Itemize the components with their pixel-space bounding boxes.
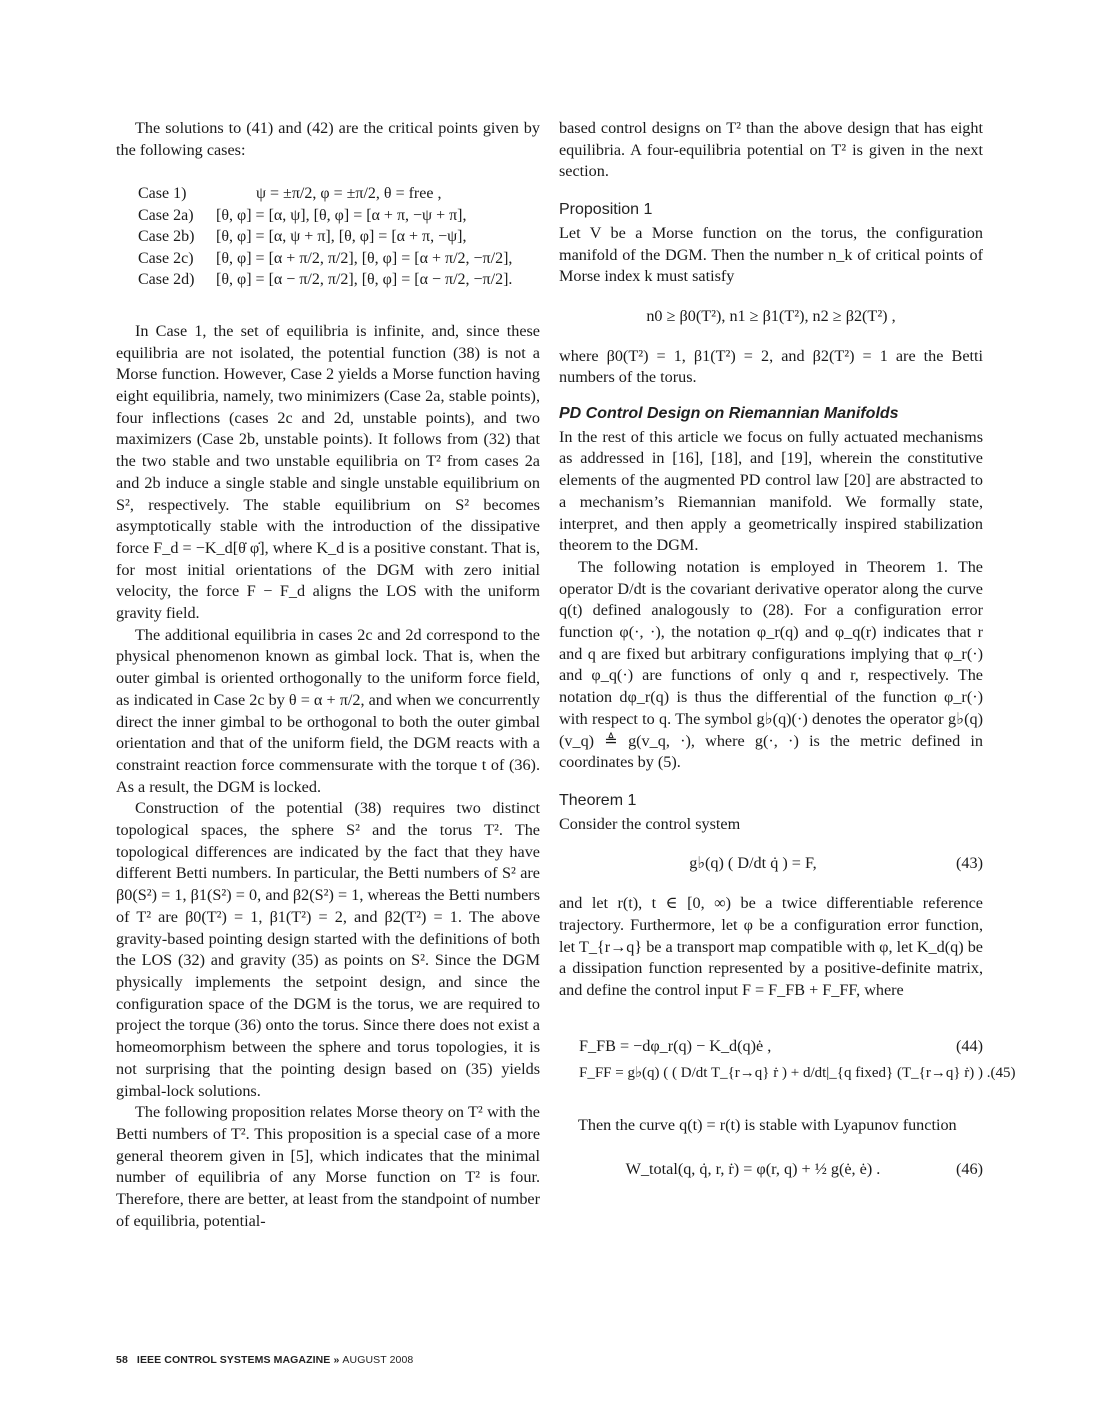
equation-46 — [559, 1159, 983, 1181]
case-row — [138, 269, 540, 291]
body-paragraph: The following notation is employed in Theorem 1. The operator D/dt is the covariant derivative operator along the curve q(t) defined analogously to (28). For a configuration error function φ(·, ·), the notation φ_r(q) and φ_q(r) indicates that r and q are fixed but arbitrary configurations implying that φ_r(·) and φ_q(·) are functions of only q and r, respectively. The notation dφ_r(q) is thus the differential of the function φ_r(·) with respect to q. The symbol g♭(q)(·) denotes the operator g♭(q)(v_q) ≜ g(v_q, ·), where g(·, ·) is the metric defined in coordinates by (5). — [559, 557, 983, 772]
section-heading: PD Control Design on Riemannian Manifolds — [559, 405, 899, 423]
equation-number: (44) — [956, 1036, 983, 1055]
equation-number: (46) — [956, 1159, 983, 1178]
right-column — [559, 118, 1016, 1202]
case-row — [138, 226, 540, 248]
equation-number: (45) — [990, 1065, 1016, 1082]
proposition-text: Let V be a Morse function on the torus, the configuration manifold of the DGM. Then the number n_k of critical points of Morse index k must satisfy — [559, 223, 983, 286]
case-row — [138, 183, 540, 205]
case-row — [138, 205, 540, 227]
equation-body: F_FF = g♭(q) ( ( D/dt T_{r→q} ṙ ) + d/dt|_{q fixed} (T_{r→q} ṙ) ) . — [579, 1065, 991, 1082]
body-paragraph: where β0(T²) = 1, β1(T²) = 2, and β2(T²) = 1 are the Betti numbers of the torus. — [559, 346, 983, 387]
case-row — [138, 248, 540, 270]
magazine-name: IEEE CONTROL SYSTEMS MAGAZINE — [136, 1354, 331, 1366]
theorem-text: Consider the control system — [559, 814, 741, 833]
left-column — [116, 118, 540, 1232]
theorem-heading: Theorem 1 — [559, 791, 637, 809]
equation-body: W_total(q, q̇, r, ṙ) = φ(r, q) + ½ g(ė, ė) . — [625, 1159, 881, 1178]
equation-45 — [559, 1063, 1016, 1085]
betti-inequality: n0 ≥ β0(T²), n1 ≥ β1(T²), n2 ≥ β2(T²) , — [646, 306, 896, 325]
equation-body: F_FB = −dφ_r(q) − K_d(q)ė , — [579, 1036, 772, 1055]
body-paragraph: In Case 1, the set of equilibria is infinite, and, since these equilibria are not isolated, the potential function (38) is not a Morse function. However, Case 2 yields a Morse function having eight equilibria, namely, two minimizers (Case 2a, stable points), four inflections (cases 2c and 2d, unstable points), and two maximizers (Case 2b, unstable points). It follows from (32) that the two stable and two unstable equilibria on T² from cases 2a and 2b induce a single stable and single unstable equilibrium on S², respectively. The stable equilibrium on S² becomes asymptotically stable with the introduction of the dissipative force F_d = −K_d[θ̇ φ̇], where K_d is a positive constant. That is, for most initial orientations of the DGM with zero initial velocity, the force F − F_d aligns the LOS with the uniform gravity field. — [116, 321, 540, 623]
equation-43 — [559, 853, 983, 875]
proposition-heading: Proposition 1 — [559, 201, 653, 219]
body-paragraph: In the rest of this article we focus on fully actuated mechanisms as addressed in [16], [18], and [19], wherein the constitutive elements of the augmented PD control law [20] are abstracted to a mechanism’s Riemannian manifold. We formally state, interpret, and then apply a geometrically inspired stabilization theorem to the DGM. — [559, 427, 983, 555]
page-number: 58 — [116, 1354, 128, 1366]
case-label: Case 2a) — [138, 206, 194, 224]
case-label: Case 1) — [138, 185, 187, 203]
equation-block — [559, 1036, 1016, 1085]
case-label: Case 2b) — [138, 228, 195, 246]
body-paragraph: Then the curve q(t) = r(t) is stable with Lyapunov function — [578, 1116, 957, 1135]
case-equation: [θ, φ] = [α + π/2, π/2], [θ, φ] = [α + π/2, −π/2], — [216, 249, 513, 267]
body-paragraph: The following proposition relates Morse theory on T² with the Betti numbers of T². This proposition is a special case of a more general theorem given in [5], which indicates that the minimal number of equilibria of any Morse function on T² is four. Therefore, there are better, at least from the standpoint of number of equilibria, potential- — [116, 1103, 540, 1230]
body-paragraph: Construction of the potential (38) requires two distinct topological spaces, the sphere S² and the torus T². The topological differences are indicated by the fact that they have different Betti numbers. In particular, the Betti numbers of S² are β0(S²) = 1, β1(S²) = 0, and β2(S²) = 1, whereas the Betti numbers of T² are β0(T²) = 1, β1(T²) = 2, and β2(T²) = 1. The above gravity-based pointing design started with the definitions of both the LOS (32) and gravity (35) as points on S². Since the DGM physically implements the setpoint design, and since the configuration space of the DGM is the torus, we are required to project the torque (36) onto the torus. Since there does not exist a homeomorphism between the sphere and torus topologies, it is not surprising that the pointing design based on (35) yields gimbal-lock solutions. — [116, 799, 540, 1100]
footer-separator: » — [333, 1354, 340, 1366]
equation-number: (43) — [956, 854, 983, 873]
body-paragraph: The additional equilibria in cases 2c and 2d correspond to the physical phenomenon known as gimbal lock. That is, when the outer gimbal is oriented orthogonally to the uniform force field, as indicated in Case 2c by θ = α + π/2, and when we concurrently direct the inner gimbal to be orthogonal to both the outer gimbal orientation and that of the uniform field, the DGM reacts with a constraint reaction force commensurate with the torque t of (36). As a result, the DGM is locked. — [116, 625, 540, 796]
intro-paragraph: The solutions to (41) and (42) are the critical points given by the following cases: — [116, 119, 540, 159]
page-footer — [116, 1354, 413, 1366]
equation-body: g♭(q) ( D/dt q̇ ) = F, — [689, 854, 817, 873]
cases-list — [138, 183, 540, 291]
case-equation: ψ = ±π/2, φ = ±π/2, θ = free , — [256, 185, 442, 203]
case-equation: [θ, φ] = [α, ψ + π], [θ, φ] = [α + π, −ψ], — [216, 228, 467, 246]
equation-44 — [559, 1036, 983, 1058]
case-label: Case 2c) — [138, 249, 194, 267]
case-label: Case 2d) — [138, 271, 195, 289]
case-equation: [θ, φ] = [α, ψ], [θ, φ] = [α + π, −ψ + π], — [216, 206, 467, 224]
body-paragraph: based control designs on T² than the above design that has eight equilibria. A four-equilibria potential on T² is given in the next section. — [559, 119, 983, 181]
body-paragraph: and let r(t), t ∈ [0, ∞) be a twice differentiable reference trajectory. Furthermore, let φ be a configuration error function, let T_{r→q} be a transport map compatible with φ, let K_d(q) be a dissipation function represented by a positive-definite matrix, and define the control input F = F_FB + F_FF, where — [559, 894, 983, 999]
issue-date: AUGUST 2008 — [342, 1354, 414, 1366]
case-equation: [θ, φ] = [α − π/2, π/2], [θ, φ] = [α − π/2, −π/2]. — [216, 271, 513, 289]
